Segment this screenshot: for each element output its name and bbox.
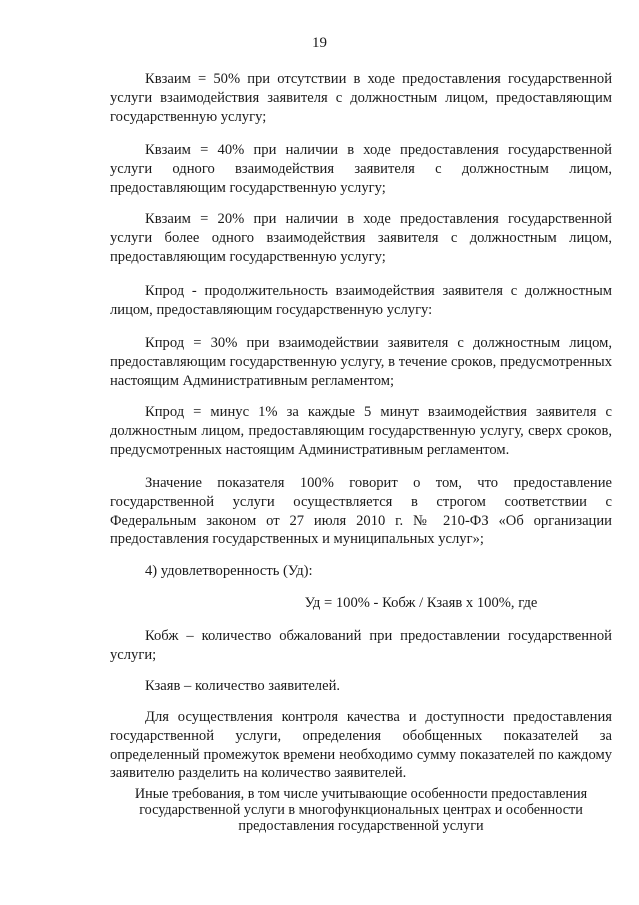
paragraph-kprod-definition: Кпрод - продолжительность взаимодействия заявителя с должностным лицом, предоставляющим государственную услугу: — [110, 283, 612, 318]
paragraph-kobzh: Кобж – количество обжалований при предоставлении государственной услуги; — [110, 628, 612, 663]
paragraph-kprod-30: Кпрод = 30% при взаимодействии заявителя с должностным лицом, предоставляющим государственную услугу, в течение сроков, предусмотренных настоящим Административным регламентом; — [110, 335, 612, 389]
paragraph-quality-control: Для осуществления контроля качества и доступности предоставления государственной услуги, определения обобщенных показателей за определенный промежуток времени необходимо сумму показателей по каждому заявителю разделить на количество заявителей. — [110, 709, 612, 782]
paragraph-kvzaim-40: Квзаим = 40% при наличии в ходе предоставления государственной услуги одного взаимодействия заявителя с должностным лицом, предоставляющим государственную услугу; — [110, 142, 612, 196]
paragraph-kvzaim-50: Квзаим = 50% при отсутствии в ходе предоставления государственной услуги взаимодействия заявителя с должностным лицом, предоставляющим государственную услугу; — [110, 71, 612, 125]
paragraph-kprod-minus-1: Кпрод = минус 1% за каждые 5 минут взаимодействия заявителя с должностным лицом, предоставляющим государственную услугу, сверх сроков, предусмотренных настоящим Административным регламентом. — [110, 404, 612, 458]
page-number: 19 — [312, 35, 327, 51]
paragraph-satisfaction: 4) удовлетворенность (Уд): — [145, 563, 313, 579]
paragraph-kzayav: Кзаяв – количество заявителей. — [145, 678, 341, 694]
satisfaction-formula: Уд = 100% - Кобж / Кзаяв х 100%, где — [304, 595, 538, 611]
paragraph-indicator-value: Значение показателя 100% говорит о том, что предоставление государственной услуги осуществляется в строгом соответствии с Федеральным законом от 27 июля 2010 г. № 210-ФЗ «Об организации предоставления государственных и муниципальных услуг»; — [110, 475, 612, 548]
paragraph-kvzaim-20: Квзаим = 20% при наличии в ходе предоставления государственной услуги более одного взаимодействия заявителя с должностным лицом, предоставляющим государственную услугу; — [110, 211, 612, 265]
section-heading: Иные требования, в том числе учитывающие особенности предоставления государственной услуги в многофункциональных центрах и особенности предоставления государственной услуги — [134, 786, 588, 834]
